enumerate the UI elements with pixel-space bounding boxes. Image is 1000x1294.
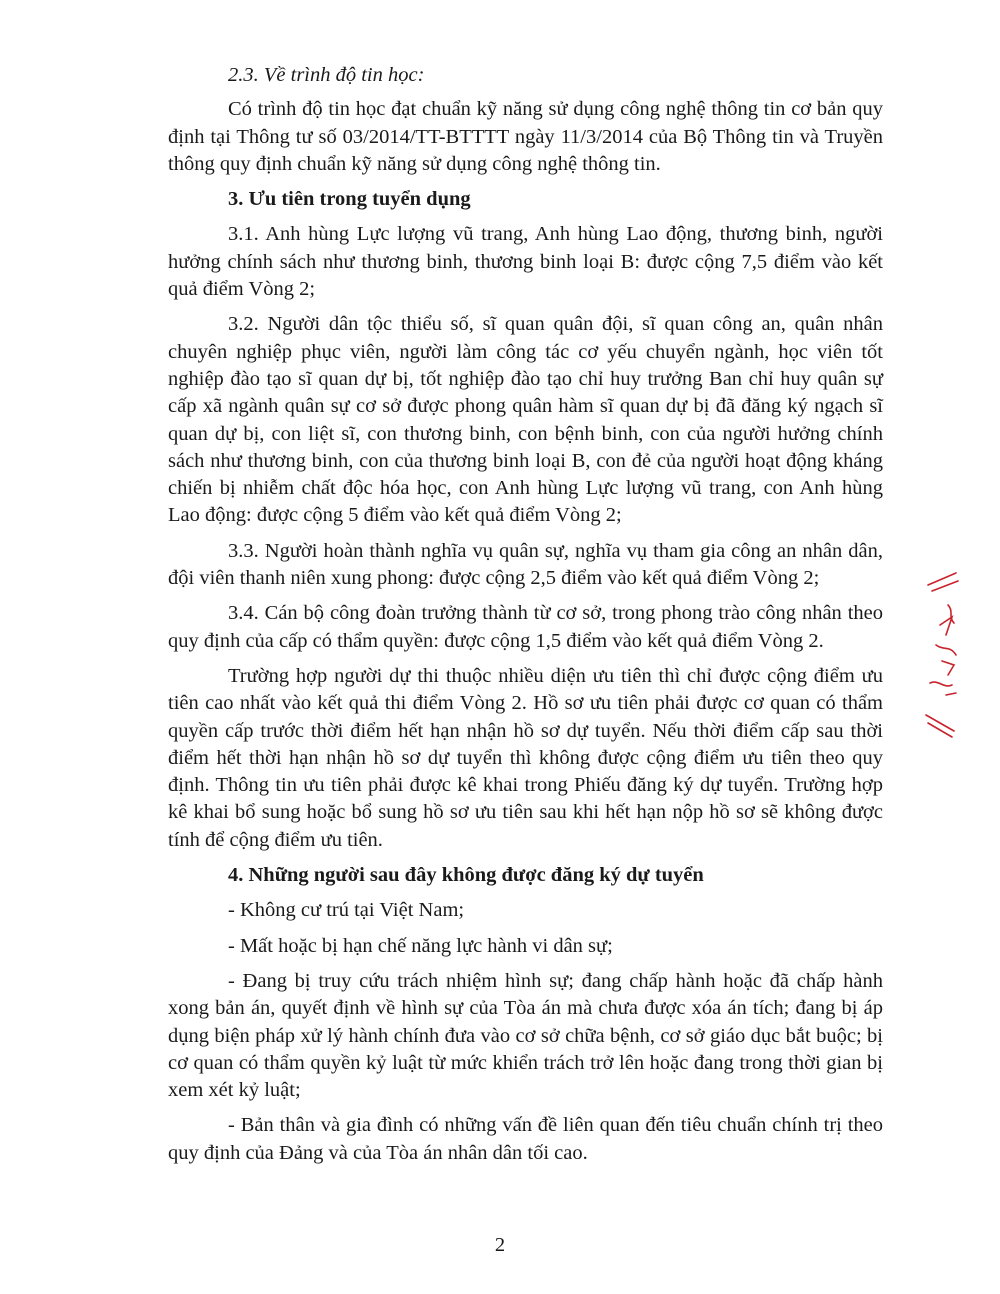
paragraph-3-2: 3.2. Người dân tộc thiểu số, sĩ quan quân đội, sĩ quan công an, quân nhân chuyên nghiệp phục viên, người làm công tác cơ yếu chuyển ngành, học viên tốt nghiệp đào tạo sĩ quan dự bị, tốt nghiệp đào tạo chỉ huy trưởng Ban chỉ huy quân sự cấp xã ngành quân sự cơ sở được phong quân hàm sĩ quan dự bị đã đăng ký ngạch sĩ quan dự bị, con liệt sĩ, con thương binh, con bệnh binh, con của người hưởng chính sách như thương binh, con của thương binh loại B, con đẻ của người hoạt động kháng chiến bị nhiễm chất độc hóa học, con Anh hùng Lực lượng vũ trang, con Anh hùng Lao động: được cộng 5 điểm vào kết quả điểm Vòng 2; (168, 313, 883, 527)
document-body (168, 62, 883, 1175)
paragraph-3-1: 3.1. Anh hùng Lực lượng vũ trang, Anh hùng Lao động, thương binh, người hưởng chính sách như thương binh, thương binh loại B: được cộng 7,5 điểm vào kết quả điểm Vòng 2; (168, 223, 883, 301)
list-item-criminal: - Đang bị truy cứu trách nhiệm hình sự; đang chấp hành hoặc đã chấp hành xong bản án, quyết định về hình sự của Tòa án mà chưa được xóa án tích; đang bị áp dụng biện pháp xử lý hành chính đưa vào cơ sở chữa bệnh, cơ sở giáo dục bắt buộc; bị cơ quan có thẩm quyền kỷ luật từ mức khiển trách trở lên hoặc đang trong thời gian bị xem xét kỷ luật; (168, 969, 883, 1102)
paragraph-3-4: 3.4. Cán bộ công đoàn trưởng thành từ cơ sở, trong phong trào công nhân theo quy định của cấp có thẩm quyền: được cộng 1,5 điểm vào kết quả điểm Vòng 2. (168, 602, 883, 652)
seal-stamp-icon (918, 565, 962, 745)
paragraph-3-3: 3.3. Người hoàn thành nghĩa vụ quân sự, nghĩa vụ tham gia công an nhân dân, đội viên thanh niên xung phong: được cộng 2,5 điểm vào kết quả điểm Vòng 2; (168, 539, 883, 590)
list-item-political: - Bản thân và gia đình có những vấn đề liên quan đến tiêu chuẩn chính trị theo quy định của Đảng và của Tòa án nhân dân tối cao. (168, 1114, 883, 1164)
paragraph-priority-rules: Trường hợp người dự thi thuộc nhiều diện ưu tiên thì chỉ được cộng điểm ưu tiên cao nhất vào kết quả thi điểm Vòng 2. Hồ sơ ưu tiên phải được cơ quan có thẩm quyền cấp trước thời điểm hết hạn nhận hồ sơ dự tuyển. Nếu thời điểm cấp sau thời điểm hết thời hạn nhận hồ sơ dự tuyển thì không được cộng điểm ưu tiên theo quy định. Thông tin ưu tiên phải được kê khai trong Phiếu đăng ký dự tuyển. Trường hợp kê khai bổ sung hoặc bổ sung hồ sơ ưu tiên sau khi hết hạn nộp hồ sơ sẽ không được tính để cộng điểm ưu tiên. (168, 664, 883, 851)
list-item-civil-capacity: - Mất hoặc bị hạn chế năng lực hành vi dân sự; (228, 934, 613, 957)
subheading-2-3: 2.3. Về trình độ tin học: (228, 64, 425, 86)
heading-3-priority: 3. Ưu tiên trong tuyển dụng (228, 188, 471, 211)
page-number: 2 (494, 1234, 506, 1256)
paragraph-it-skills: Có trình độ tin học đạt chuẩn kỹ năng sử dụng công nghệ thông tin cơ bản quy định tại Thông tư số 03/2014/TT-BTTTT ngày 11/3/2014 của Bộ Thông tin và Truyền thông quy định chuẩn kỹ năng sử dụng công nghệ thông tin. (168, 98, 883, 175)
list-item-residence: - Không cư trú tại Việt Nam; (228, 899, 465, 922)
heading-4-ineligible: 4. Những người sau đây không được đăng ký dự tuyển (228, 864, 704, 887)
